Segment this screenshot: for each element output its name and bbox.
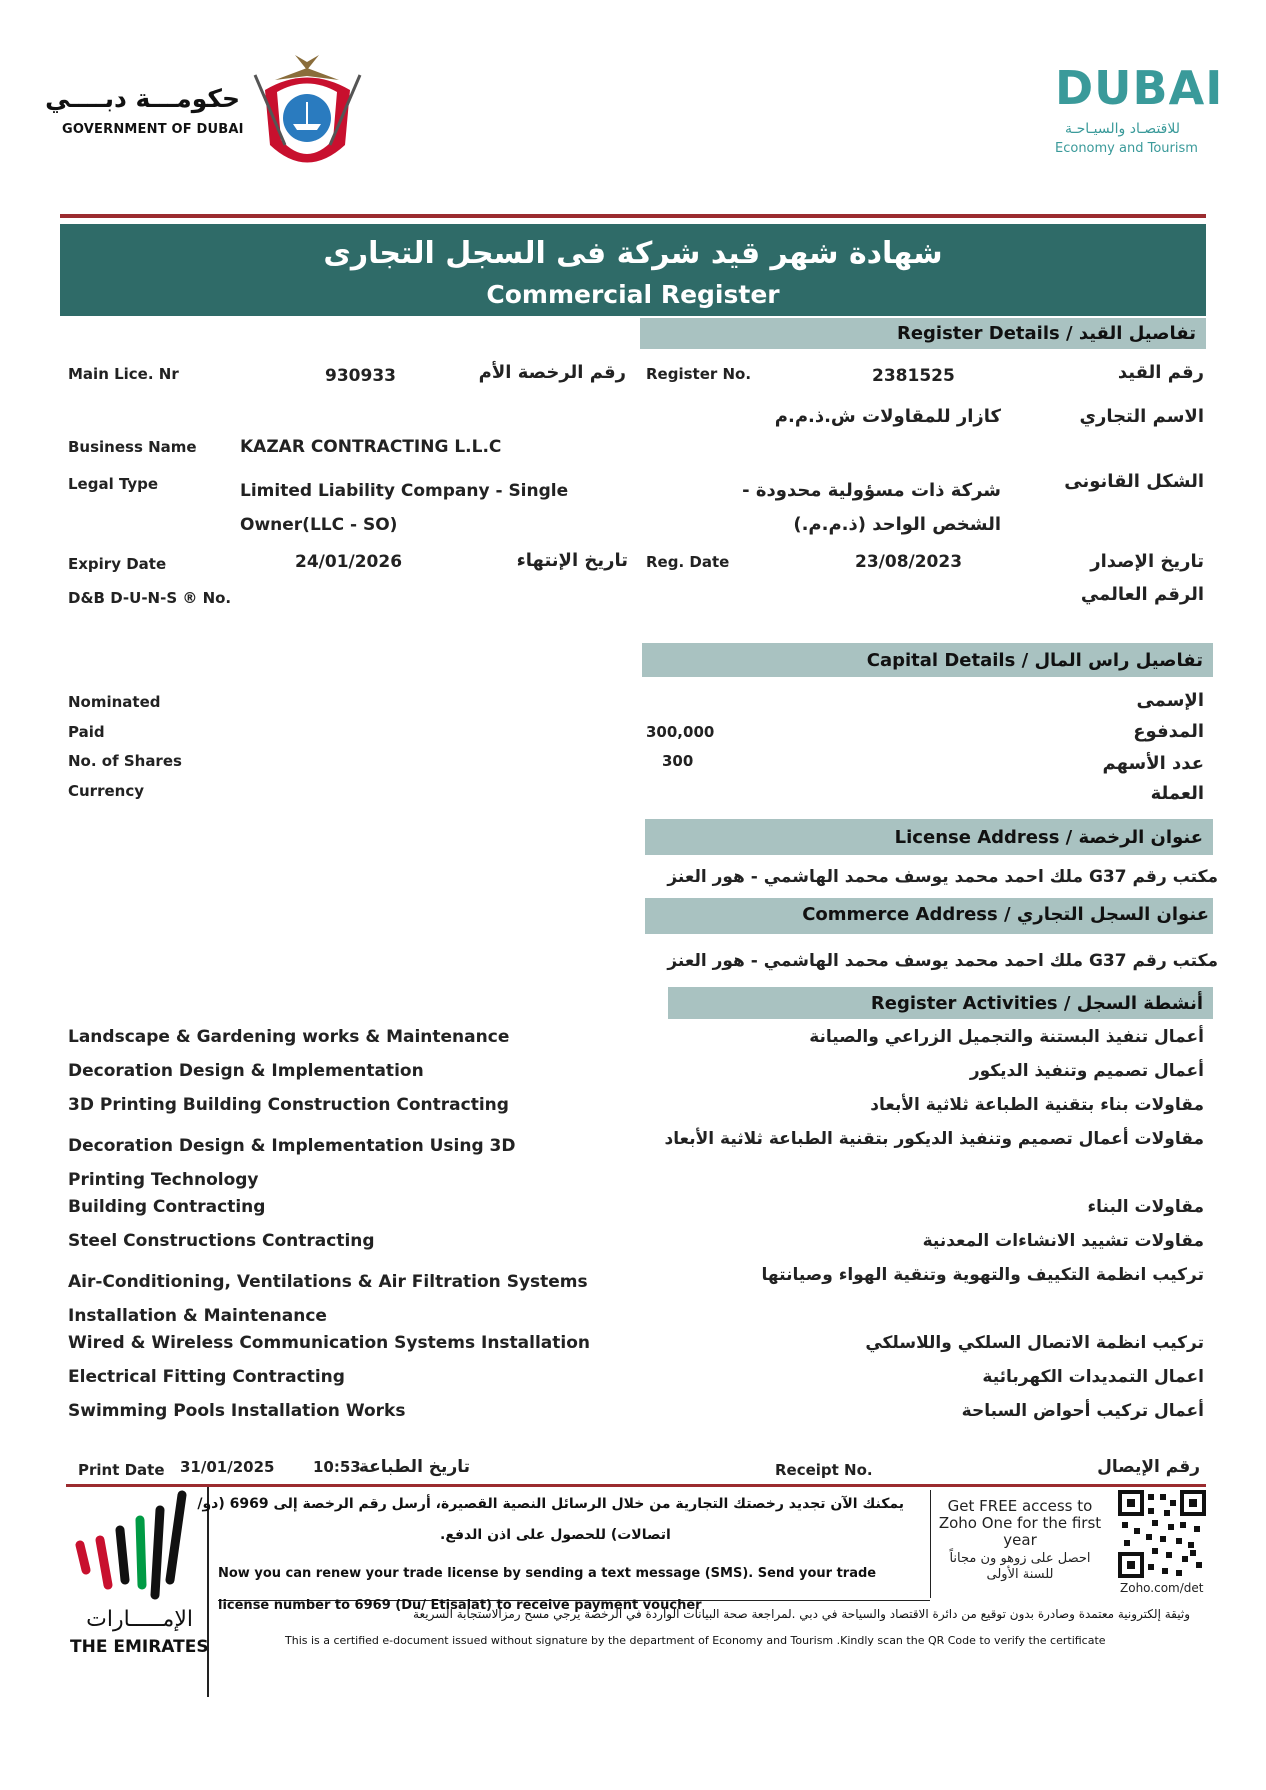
- dubai-economy-tourism-logo: [1055, 61, 1224, 165]
- activity-en: Wired & Wireless Communication Systems Installation: [68, 1333, 591, 1353]
- print-date-value: 31/01/2025: [180, 1458, 275, 1476]
- receipt-ar: رقم الإيصال: [1097, 1457, 1200, 1477]
- activity-en: Decoration Design & Implementation Using 3D Printing Technology: [68, 1136, 516, 1190]
- main-lice-label: Main Lice. Nr: [68, 365, 179, 383]
- trade-name-ar-value: كازار للمقاولات ش.ذ.م.م: [774, 406, 1001, 427]
- print-time: 10:53: [313, 1458, 361, 1476]
- main-lice-value: 930933: [325, 366, 396, 386]
- nominated-ar: الإسمى: [1136, 690, 1204, 711]
- activity-en: Decoration Design & Implementation: [68, 1061, 424, 1081]
- duns-label: D&B D-U-N-S ® No.: [68, 589, 232, 607]
- zoho-url: Zoho.com/det: [1120, 1581, 1204, 1595]
- shares-value: 300: [662, 752, 694, 770]
- gov-name-en: GOVERNMENT OF DUBAI: [62, 122, 244, 137]
- reg-date-value: 23/08/2023: [855, 552, 963, 572]
- activity-ar: مقاولات تشييد الانشاءات المعدنية: [922, 1231, 1204, 1251]
- emirates-stripes-icon: [70, 1485, 195, 1600]
- sms-en: Now you can renew your trade license by sending a text message (SMS). Send your trade license number to 6969 (Du/ Etisalat) to receive payment voucher: [218, 1566, 877, 1613]
- register-details-bar: [640, 318, 1206, 349]
- sms-ar-line-1: يمكنك الآن تجديد رخصتك التجارية من خلال الرسائل النصية القصيرة، أرسل رقم الرخصة إلى 6969 (دو/: [197, 1496, 904, 1512]
- government-of-dubai-logo: [45, 50, 370, 180]
- register-details-heading: Register Details / تفاصيل القيد: [896, 323, 1196, 344]
- paid-ar: المدفوع: [1133, 721, 1204, 742]
- title-banner: [60, 224, 1206, 316]
- reg-date-ar: تاريخ الإصدار: [1090, 551, 1204, 572]
- activity-ar: مقاولات بناء بتقنية الطباعة ثلاثية الأبعاد: [870, 1095, 1204, 1115]
- certified-en: This is a certified e-document issued without signature by the department of Economy and Tourism .Kindly scan the QR Code to verify the certificate: [285, 1634, 1106, 1647]
- legal-type-value: Limited Liability Company - Single Owner(LLC - SO): [240, 481, 569, 535]
- the-emirates-logo: [68, 1485, 209, 1665]
- zoho-promo-ar: احصل على زوهو ون مجاناً للسنة الأولى: [949, 1551, 1091, 1582]
- gov-name-ar: حكومـــة دبــــي: [45, 84, 240, 113]
- register-no-ar: رقم القيد: [1117, 362, 1204, 383]
- print-date-ar: تاريخ الطباعة: [358, 1457, 470, 1477]
- reg-date-label: Reg. Date: [646, 553, 730, 571]
- footer-divider: [930, 1490, 931, 1598]
- activity-en: Steel Constructions Contracting: [68, 1231, 375, 1251]
- sms-ar-line-2: اتصالات) للحصول على اذن الدفع.: [440, 1527, 671, 1543]
- print-date-label: Print Date: [78, 1461, 165, 1479]
- receipt-label: Receipt No.: [775, 1461, 873, 1479]
- main-lice-ar: رقم الرخصة الأم: [478, 362, 626, 383]
- activity-ar: أعمال تصميم وتنفيذ الديكور: [969, 1061, 1204, 1081]
- activity-ar: مقاولات أعمال تصميم وتنفيذ الديكور بتقنية الطباعة ثلاثية الأبعاد: [664, 1129, 1204, 1149]
- activity-en: Swimming Pools Installation Works: [68, 1401, 406, 1421]
- activity-en: Building Contracting: [68, 1197, 266, 1217]
- shares-label: No. of Shares: [68, 752, 182, 770]
- dubai-en-subtitle: Economy and Tourism: [1055, 141, 1198, 156]
- expiry-date-value: 24/01/2026: [295, 552, 403, 572]
- paid-label: Paid: [68, 723, 105, 741]
- capital-details-heading: Capital Details / تفاصيل راس المال: [866, 650, 1203, 671]
- license-address-bar: [645, 819, 1213, 855]
- commerce-address-bar: [645, 898, 1213, 934]
- trade-name-ar-label: الاسم التجاري: [1079, 406, 1204, 427]
- zoho-promo: [935, 1498, 1105, 1583]
- title-ar: شهادة شهر قيد شركة فى السجل التجارى: [323, 236, 943, 271]
- activity-ar: تركيب انظمة الاتصال السلكي واللاسلكي: [865, 1333, 1204, 1353]
- commerce-address-value: مكتب رقم G37 ملك احمد محمد يوسف محمد الهاشمي - هور العنز: [667, 951, 1218, 971]
- footer-rule: [66, 1484, 1206, 1487]
- qr-code-icon: [1118, 1490, 1206, 1578]
- title-en: Commercial Register: [486, 280, 780, 309]
- register-no-value: 2381525: [872, 366, 955, 386]
- currency-ar: العملة: [1150, 783, 1204, 804]
- emirates-en: THE EMIRATES: [70, 1637, 209, 1657]
- expiry-date-label: Expiry Date: [68, 555, 167, 573]
- zoho-promo-en: Get FREE access to Zoho One for the first year: [938, 1497, 1102, 1549]
- activity-ar: أعمال تنفيذ البستنة والتجميل الزراعي والصيانة: [809, 1027, 1204, 1047]
- dubai-ar-subtitle: للاقتصـاد والسيـاحـة: [1065, 121, 1180, 137]
- capital-details-bar: [642, 643, 1213, 677]
- business-name-label: Business Name: [68, 438, 197, 456]
- license-address-value: مكتب رقم G37 ملك احمد محمد يوسف محمد الهاشمي - هور العنز: [667, 867, 1218, 887]
- shares-ar: عدد الأسهم: [1102, 753, 1204, 774]
- legal-type-label: Legal Type: [68, 475, 159, 493]
- register-no-label: Register No.: [646, 365, 752, 383]
- duns-ar: الرقم العالمي: [1080, 584, 1204, 605]
- currency-label: Currency: [68, 782, 145, 800]
- license-address-heading: License Address / عنوان الرخصة: [894, 827, 1203, 848]
- activity-ar: أعمال تركيب أحواض السباحة: [961, 1401, 1204, 1421]
- business-name-value: KAZAR CONTRACTING L.L.C: [240, 437, 502, 457]
- top-rule: [60, 214, 1206, 218]
- activity-ar: مقاولات البناء: [1087, 1197, 1204, 1217]
- activity-en: 3D Printing Building Construction Contracting: [68, 1095, 509, 1115]
- dubai-wordmark: DUBAI: [1055, 61, 1224, 115]
- footer-vertical-rule: [207, 1487, 209, 1697]
- nominated-label: Nominated: [68, 693, 161, 711]
- activity-ar: اعمال التمديدات الكهربائية: [982, 1367, 1204, 1387]
- register-activities-bar: [668, 987, 1213, 1019]
- emirates-ar: الإمـــــارات: [86, 1607, 193, 1632]
- legal-type-ar-label: الشكل القانونى: [1064, 471, 1204, 492]
- activity-en: Air-Conditioning, Ventilations & Air Filtration Systems Installation & Maintenance: [68, 1272, 588, 1326]
- commerce-address-heading: Commerce Address / عنوان السجل التجاري: [802, 904, 1209, 925]
- certified-ar: وثيقة إلكترونية معتمدة وصادرة بدون توقيع من دائرة الاقتصاد والسياحة في دبي .لمراجعة صحة البيانات الواردة في الرخصة يرجي مسح رمزالاستجابة السريعة: [413, 1607, 1190, 1621]
- register-activities-heading: Register Activities / أنشطة السجل: [870, 993, 1203, 1014]
- activity-ar: تركيب انظمة التكييف والتهوية وتنقية الهواء وصيانتها: [761, 1265, 1204, 1285]
- paid-value: 300,000: [646, 723, 715, 741]
- dubai-emblem-icon: [245, 50, 370, 180]
- activity-en: Electrical Fitting Contracting: [68, 1367, 345, 1387]
- activity-en: Landscape & Gardening works & Maintenance: [68, 1027, 510, 1047]
- expiry-date-ar: تاريخ الإنتهاء: [516, 550, 628, 571]
- legal-type-ar-value: شركة ذات مسؤولية محدودة - الشخص الواحد (ذ.م.م.): [742, 480, 1001, 535]
